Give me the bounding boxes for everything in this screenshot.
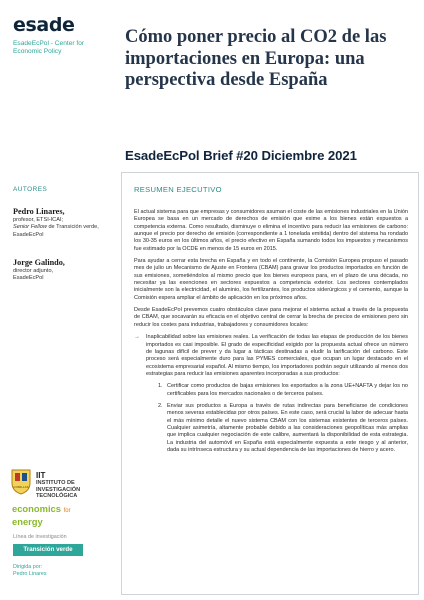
- author-role-line: EsadeEcPol: [13, 275, 44, 282]
- author-linares: [13, 207, 105, 239]
- economics-for-energy-logo: [12, 504, 71, 526]
- svg-text:COMILLAS: COMILLAS: [13, 485, 29, 489]
- authors-heading: AUTORES: [13, 186, 48, 193]
- iit-line: INVESTIGACIÓN: [36, 486, 81, 493]
- list-number: 2.: [158, 402, 163, 409]
- author-role: [13, 217, 105, 239]
- iit-line: INSTITUTO DE: [36, 480, 75, 487]
- iit-text: [36, 473, 80, 500]
- list-item: [158, 403, 408, 454]
- directed-label: Dirigida por:: [13, 564, 43, 570]
- arrow-right-icon: →: [134, 334, 140, 341]
- list-item-text: Certificar como productos de bajas emisiones los exportados a la zona UE+NAFTA y dejar los no certificables para los mercados nacionales o de terceros países.: [167, 383, 408, 397]
- executive-summary-box: [121, 172, 419, 595]
- iit-line: TECNOLÓGICA: [36, 493, 78, 500]
- author-galindo: [13, 258, 105, 283]
- summary-heading: RESUMEN EJECUTIVO: [134, 185, 222, 194]
- list-item: [158, 383, 408, 398]
- iit-acronym: IIT: [36, 471, 46, 480]
- author-role-italic: Senior Fellow: [13, 224, 47, 231]
- author-role-line: director adjunto,: [13, 268, 54, 274]
- directed-name: Pedro Linares: [13, 571, 47, 578]
- research-line-button[interactable]: Transición verde: [13, 544, 83, 556]
- e4e-for: for: [63, 508, 71, 514]
- iit-logo: [10, 468, 105, 498]
- author-name: Pedro Linares,: [13, 207, 65, 216]
- comillas-seal-icon: [10, 468, 32, 495]
- bullet-text: Inaplicabilidad sobre las emisiones reales. La verificación de todas las etapas de producción de los bienes importados es casi imposible. El grado de especificidad exigido por la propuesta actual ofrece un número de lagunas difícil de prever y da lugar a tácticas destinadas a eludir la tarificación del carbono. Este proceso será especialmente duro para las PYMES comerciales, que ocupan un lugar destacado en el ecosistema empresarial español. Al mismo tiempo, los importadores podrán seguir utilizando al menos dos estrategias para reducir las emisiones aparentes incorporadas a sus productos:: [146, 334, 408, 377]
- list-item-text: Enviar sus productos a Europa a través de rutas indirectas para beneficiarse de condiciones menos severas establecidas por otros países. En este caso, será crucial la labor de adecuar hasta el más mínimo detalle el nuevo sistema CBAM con los sistemas existentes de terceros países. Cualquier asimetría, altamente probable debido a las consideraciones geopolíticas más amplias que implica cualquier negociación de este calibre, aumentará la disponibilidad de esta estrategia. La industria del automóvil en España está especialmente expuesta a este riesgo y al anterior, dada su intrínseca estructura y su actual dependencia de las importaciones de hierro y acero.: [167, 402, 408, 453]
- e4e-word: energy: [12, 515, 43, 527]
- summary-paragraph: Para ayudar a cerrar esta brecha en España y en todo el continente, la Comisión Europea propuso el pasado mes de julio un Mecanismo de Ajuste en Frontera (CBAM) para gravar los productos importados en función de sus emisiones, sometiéndolos al mismo precio que los bienes europeos para, en el plazo de una década, no necesitar ya las exenciones en sectores expuestos a competencia exterior. Los sectores contemplados inicialmente son la electricidad, el aluminio, los fertilizantes, los productos siderúrgicos y el cemento, aunque la Comisión espera ampliar el ámbito de aplicación en los próximos años.: [134, 258, 408, 301]
- directed-by: [13, 564, 47, 578]
- tagline: EsadeEcPol - Center for Economic Policy: [13, 40, 85, 56]
- numbered-list: [146, 383, 408, 454]
- esade-logo: esade: [13, 14, 75, 36]
- author-role-line: profesor, ETSI-ICAI;: [13, 217, 64, 223]
- brief-label: EsadeEcPol Brief #20 Diciembre 2021: [125, 148, 357, 163]
- author-role: [13, 268, 105, 283]
- summary-paragraph: Desde EsadeEcPol prevemos cuatro obstáculos clave para mejorar el sistema actual a través de la propuesta de CBAM, que socavarán su eficacia en el objetivo central de cerrar la brecha de precios de emisiones pero sin reducir los costes para industrias, trabajadores y consumidores locales:: [134, 307, 408, 328]
- sidebar: [0, 0, 108, 600]
- page-title: Cómo poner precio al CO2 de las importaciones en Europa: una perspectiva desde España: [125, 27, 387, 90]
- author-role-line: de Transición verde, EsadeEcPol: [13, 224, 99, 238]
- obstacle-bullet: [134, 334, 408, 454]
- list-number: 1.: [158, 383, 163, 390]
- summary-paragraph: El actual sistema para que empresas y consumidores asuman el coste de las emisiones industriales en la Unión Europea se basa en un mercado de derechos de emisión que exime a los bienes están expuestos a competencia externa. Como resultado, disminuye o elimina el incentivo para reducir las emisiones de carbono: aunque el precio por derecho de emisión (correspondiente a 1 tonelada emitida) dentro del sistema ha rondado los 30-35 euros en los últimos años, el precio efectivo en España sumando todos los impuestos y mecanismos fue estimado por la OCDE en menos de 15 euros en 2015.: [134, 209, 408, 252]
- research-line-label: Línea de investigación: [13, 534, 67, 540]
- e4e-word: economics: [12, 503, 61, 514]
- author-name: Jorge Galindo,: [13, 258, 65, 267]
